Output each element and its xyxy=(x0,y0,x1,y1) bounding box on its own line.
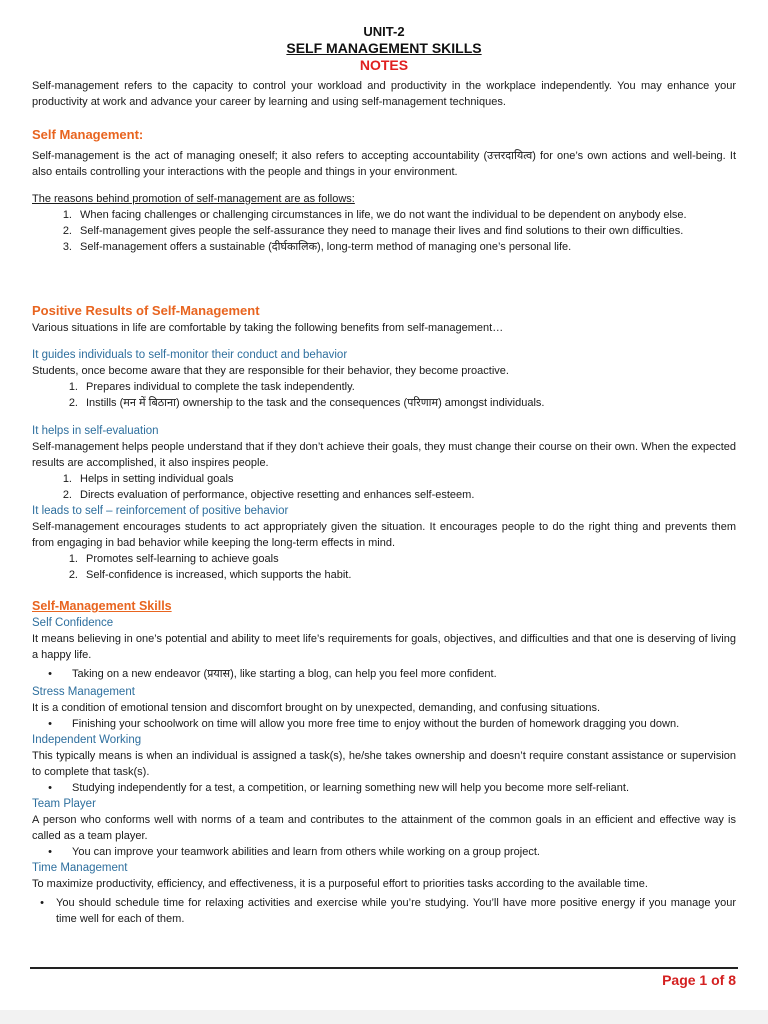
skills-section xyxy=(32,598,736,927)
positive-results-section xyxy=(32,302,736,583)
reinforcement-body: Self-management encourages students to act appropriately given the situation. It encourages people to do the right thing and prevents them from engaging in bad behavior while keeping the long-term effects in mind. xyxy=(32,521,736,549)
reasons-heading: The reasons behind promotion of self-management are as follows: xyxy=(32,193,355,205)
list-number: 2. xyxy=(68,569,78,581)
bullet-text: Taking on a new endeavor (प्रयास), like starting a blog, can help you feel more confident. xyxy=(72,668,497,680)
bullet-text: You should schedule time for relaxing activities and exercise while you’re studying. You’ll have more positive energy if you manage your time well for each of them. xyxy=(56,897,736,925)
bullet-item xyxy=(32,895,736,927)
page-number: Page 1 of 8 xyxy=(662,972,736,988)
self-confidence-heading: Self Confidence xyxy=(32,617,114,629)
guides-body: Students, once become aware that they are responsible for their behavior, they become proactive. xyxy=(32,365,509,377)
intro-paragraph: Self-management refers to the capacity to control your workload and productivity in the workplace independently. You may enhance your productivity at work and advance your career by learning and using self-management techniques. xyxy=(32,80,736,108)
list-number: 1. xyxy=(62,209,72,221)
list-number: 2. xyxy=(62,489,72,501)
bullet-item xyxy=(32,780,736,796)
list-text: When facing challenges or challenging circumstances in life, we do not want the individual to be dependent on anybody else. xyxy=(80,209,687,221)
positive-results-heading: Positive Results of Self-Management xyxy=(32,303,260,318)
list-text: Helps in setting individual goals xyxy=(80,473,234,485)
bullet-text: Finishing your schoolwork on time will allow you more free time to enjoy without the burden of homework dragging you down. xyxy=(72,718,680,730)
evaluation-body: Self-management helps people understand that if they don’t achieve their goals, they must change their course on their own. When the expected results are accomplished, it also inspires people. xyxy=(32,441,736,469)
reinforcement-heading: It leads to self – reinforcement of positive behavior xyxy=(32,505,289,517)
notes-label: NOTES xyxy=(359,57,409,73)
self-confidence-body: It means believing in one’s potential and ability to meet life’s requirements for goals, objectives, and difficulties and that one is deserving of living a happy life. xyxy=(32,633,736,661)
bullet-text: Studying independently for a test, a competition, or learning something new will help you become more self-reliant. xyxy=(72,782,630,794)
footer-divider xyxy=(30,967,738,969)
bullet-text: You can improve your teamwork abilities and learn from others while working on a group project. xyxy=(72,846,540,858)
list-item xyxy=(32,207,736,223)
evaluation-heading: It helps in self-evaluation xyxy=(32,425,159,437)
list-number: 2. xyxy=(62,225,72,237)
bullet-item xyxy=(32,666,736,682)
independent-working-body: This typically means is when an individual is assigned a task(s), he/she takes ownership and doesn’t require constant assistance or supervision to complete that task(s). xyxy=(32,750,736,778)
self-management-heading: Self Management: xyxy=(32,127,144,142)
unit-label: UNIT-2 xyxy=(363,24,405,39)
bullet-icon: • xyxy=(48,718,52,730)
time-management-body: To maximize productivity, efficiency, and effectiveness, it is a purposeful effort to priorities tasks according to the available time. xyxy=(32,878,648,890)
list-text: Directs evaluation of performance, objective resetting and enhances self-esteem. xyxy=(80,489,475,501)
team-player-body: A person who conforms well with norms of a team and contributes to the attainment of the common goals in an efficient and effective way is called as a team player. xyxy=(32,814,736,842)
bullet-icon: • xyxy=(48,782,52,794)
document-title: SELF MANAGEMENT SKILLS xyxy=(286,40,482,56)
skills-heading: Self-Management Skills xyxy=(32,599,172,613)
guides-heading: It guides individuals to self-monitor their conduct and behavior xyxy=(32,349,348,361)
list-number: 1. xyxy=(68,553,78,565)
list-item xyxy=(32,379,736,395)
bullet-icon: • xyxy=(48,668,52,680)
list-item xyxy=(32,223,736,239)
list-item xyxy=(32,471,736,487)
page-bottom-edge xyxy=(0,1010,768,1024)
positive-results-intro: Various situations in life are comfortable by taking the following benefits from self-management… xyxy=(32,322,504,334)
list-number: 3. xyxy=(62,241,72,253)
reasons-list xyxy=(32,207,736,255)
list-number: 1. xyxy=(68,381,78,393)
list-text: Self-management gives people the self-assurance they need to manage their lives and find solutions to their own difficulties. xyxy=(80,225,684,237)
list-text: Self-management offers a sustainable (दीर्घकालिक), long-term method of managing one’s personal life. xyxy=(80,241,572,253)
list-item xyxy=(32,567,736,583)
list-number: 2. xyxy=(68,397,78,409)
list-item xyxy=(32,551,736,567)
list-text: Self-confidence is increased, which supports the habit. xyxy=(86,569,352,581)
self-management-body: Self-management is the act of managing oneself; it also refers to accepting accountability (उत्तरदायित्व) for one’s own actions and well-being. It also entails controlling your interactions with the people and things in your environment. xyxy=(32,150,736,178)
bullet-item xyxy=(32,844,736,860)
list-item xyxy=(32,395,736,411)
independent-working-heading: Independent Working xyxy=(32,734,142,746)
list-item xyxy=(32,487,736,503)
intro-section xyxy=(32,78,736,110)
document-header xyxy=(0,24,768,74)
team-player-heading: Team Player xyxy=(32,798,96,810)
list-text: Promotes self-learning to achieve goals xyxy=(86,553,279,565)
list-text: Instills (मन में बिठाना) ownership to the task and the consequences (परिणाम) amongst individuals. xyxy=(86,397,545,409)
stress-management-heading: Stress Management xyxy=(32,686,135,698)
self-management-section xyxy=(32,126,736,255)
list-text: Prepares individual to complete the task independently. xyxy=(86,381,355,393)
bullet-icon: • xyxy=(48,846,52,858)
list-item xyxy=(32,239,736,255)
stress-management-body: It is a condition of emotional tension and discomfort brought on by unexpected, demanding, and confusing situations. xyxy=(32,702,601,714)
list-number: 1. xyxy=(62,473,72,485)
time-management-heading: Time Management xyxy=(32,862,128,874)
bullet-item xyxy=(32,716,736,732)
bullet-icon: • xyxy=(40,897,44,909)
